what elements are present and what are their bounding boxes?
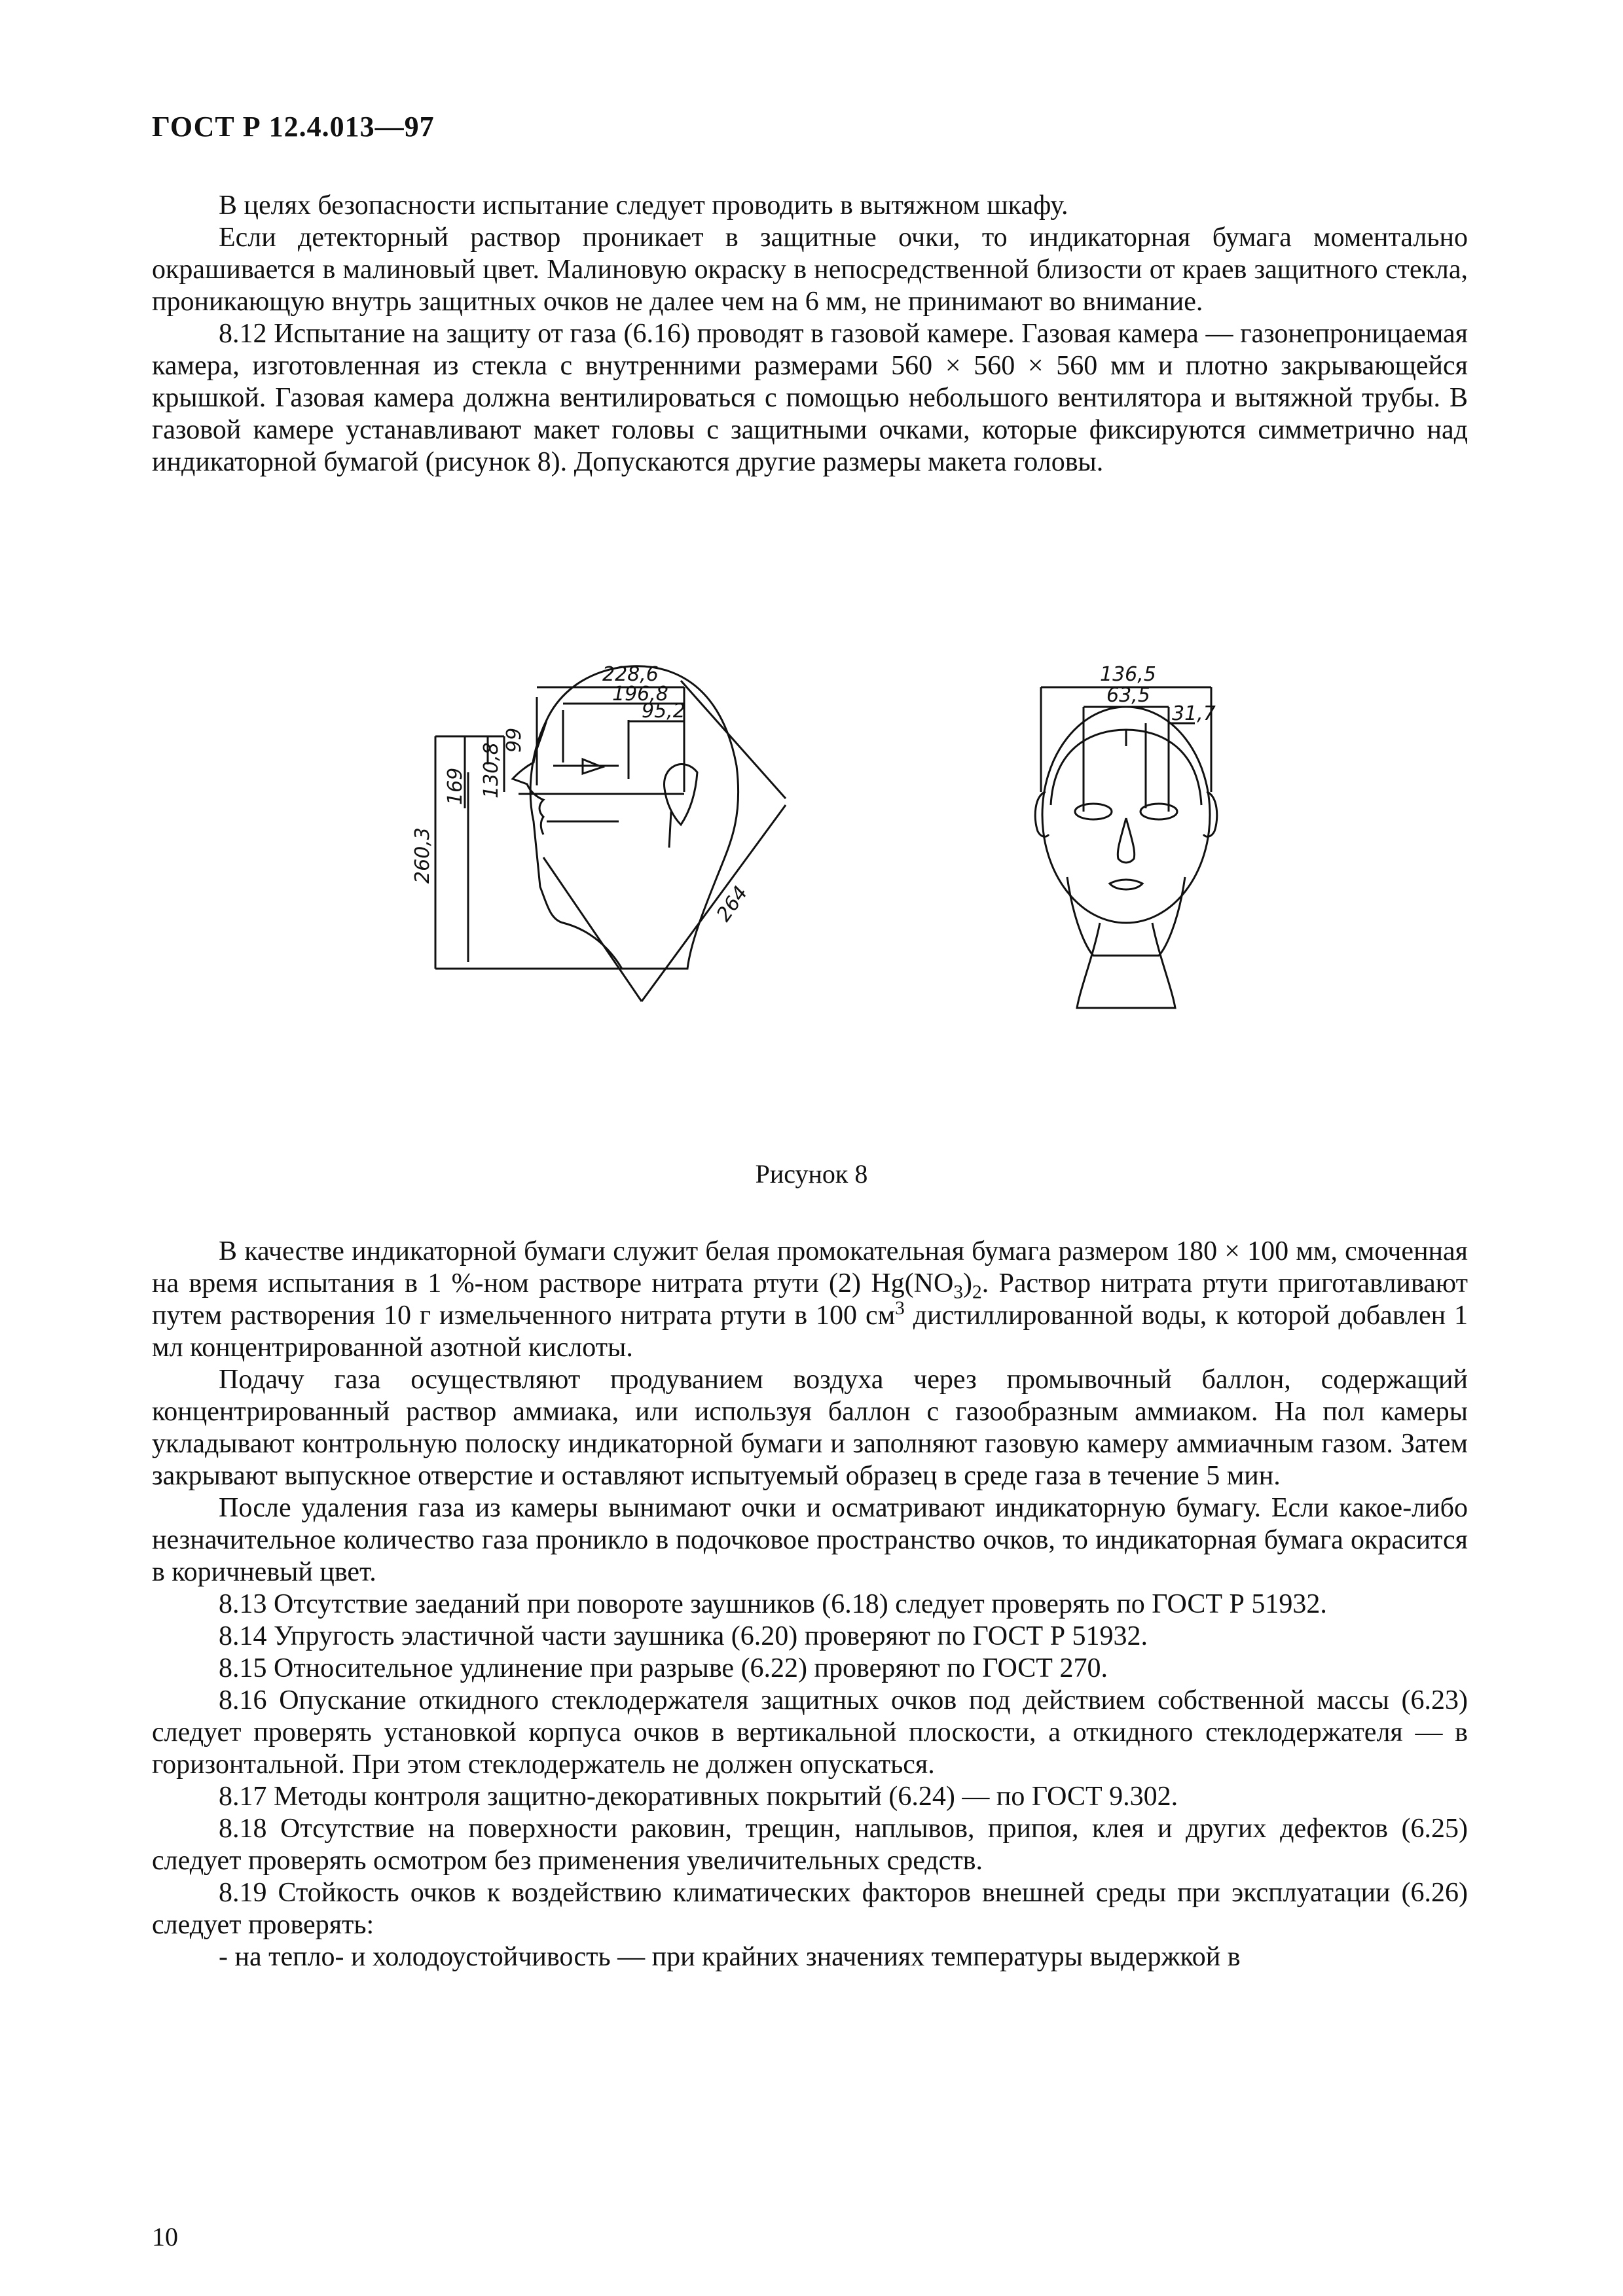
paragraph: 8.18 Отсутствие на поверхности раковин, трещин, наплывов, припоя, клея и других дефектов (6.25) следует проверять осмотром без применения увеличительных средств. (152, 1814, 1468, 1876)
paragraph: 8.14 Упругость эластичной части заушника (6.20) проверяют по ГОСТ Р 51932. (219, 1621, 1148, 1651)
paragraph: 8.19 Стойкость очков к воздействию климатических факторов внешней среды при эксплуатации (6.26) следует проверять: (152, 1878, 1468, 1940)
text-block-bottom (152, 1236, 1468, 1973)
paragraph: 8.13 Отсутствие заеданий при повороте заушников (6.18) следует проверять по ГОСТ Р 51932. (219, 1589, 1327, 1619)
paragraph: После удаления газа из камеры вынимают очки и осматривают индикаторную бумагу. Если какое-либо незначительное количество газа проникло в подочковое пространство очков, то индикаторная бумага окрасится в коричневый цвет. (152, 1493, 1468, 1587)
paragraph: - на тепло- и холодоустойчивость — при крайних значениях температуры выдержкой в (219, 1942, 1241, 1972)
dim-label: 260,3 (411, 827, 434, 884)
paragraph: 8.15 Относительное удлинение при разрыве (6.22) проверяют по ГОСТ 270. (219, 1653, 1108, 1683)
figure-caption: Рисунок 8 (755, 1159, 868, 1189)
page-number: 10 (152, 2222, 178, 2251)
paragraph: 8.12 Испытание на защиту от газа (6.16) проводят в газовой камере. Газовая камера — газонепроницаемая камера, изготовленная из стекла с внутренними размерами 560 × 560 × 560 мм и плотно закрывающейся крышкой. Газовая камера должна вентилироваться с помощью небольшого вентилятора и вытяжной трубы. В газовой камере устанавливают макет головы с защитными очками, которые фиксируются симметрично над индикаторной бумагой (рисунок 8). Допускаются другие размеры макета головы. (152, 319, 1468, 477)
paragraph: 8.16 Опускание откидного стеклодержателя защитных очков под действием собственной массы (6.23) следует проверять установкой корпуса очков в вертикальной плоскости, а откидного стеклодержателя — в горизонтальной. При этом стеклодержатель не должен опускаться. (152, 1685, 1468, 1780)
paragraph: Подачу газа осуществляют продуванием воздуха через промывочный баллон, содержащий концентрированный раствор аммиака, или используя баллон с газообразным аммиаком. На пол камеры укладывают контрольную полоску индикаторной бумаги и заполняют газовую камеру аммиачным газом. Затем закрывают выпускное отверстие и оставляют испытуемый образец в среде газа в течение 5 мин. (152, 1365, 1468, 1491)
paragraph: Если детекторный раствор проникает в защитные очки, то индикаторная бумага моментально окрашивается в малиновый цвет. Малиновую окраску в непосредственной близости от краев защитного стекла, проникающую внутрь защитных очков не далее чем на 6 мм, не принимают во внимание. (152, 223, 1468, 317)
text-block-top (152, 190, 1468, 478)
dim-label: 136,5 (1100, 663, 1156, 686)
dim-label: 196,8 (612, 683, 668, 706)
dim-label: 228,6 (602, 663, 659, 686)
paragraph: В целях безопасности испытание следует проводить в вытяжном шкафу. (219, 190, 1068, 221)
dim-label: 169 (444, 767, 467, 805)
dim-label: 63,5 (1106, 684, 1150, 707)
dim-label: 95,2 (642, 700, 685, 723)
dim-label: 99 (503, 727, 526, 753)
head-mockup-drawing (367, 556, 1270, 1145)
left-eye-icon (1075, 804, 1112, 819)
standard-header: ГОСТ Р 12.4.013—97 (152, 111, 435, 143)
dim-label: 31,7 (1172, 702, 1216, 725)
dim-label: 264 (712, 882, 753, 926)
nose-icon (1118, 818, 1134, 863)
dim-label: 130,8 (480, 742, 503, 798)
mouth-icon (1110, 880, 1142, 889)
paragraph: 8.17 Методы контроля защитно-декоративных покрытий (6.24) — по ГОСТ 9.302. (219, 1782, 1178, 1812)
paragraph: В качестве индикаторной бумаги служит белая промокательная бумага размером 180 × 100 мм, смоченная на время испытания в 1 %-ном растворе нитрата ртути (2) $Hg(NO_3)_2$. Раствор нитрата ртути приготавливают путем растворения 10 г измельченного нитрата ртути в 100 $см^3$ дистиллированной воды, к которой добавлен 1 мл концентрированной азотной кислоты. (152, 1236, 1468, 1363)
figure-8 (367, 556, 1270, 1145)
